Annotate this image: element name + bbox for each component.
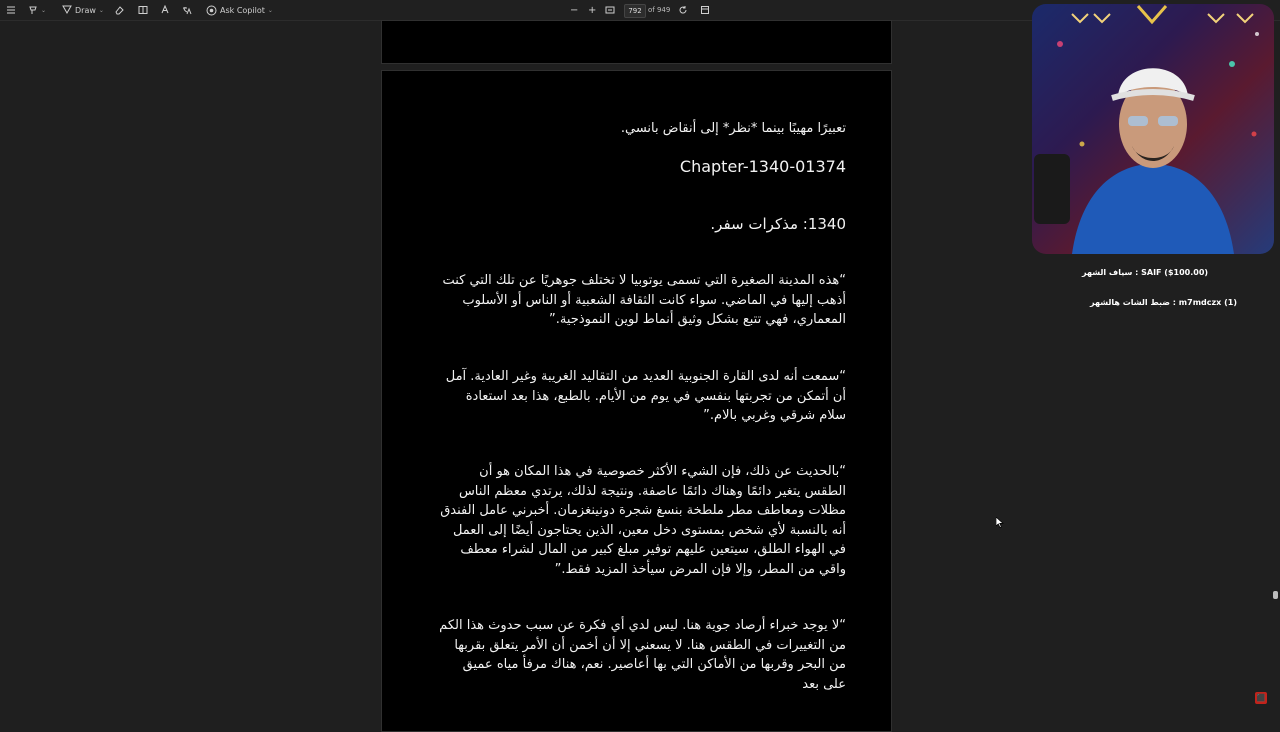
plus-icon: + [588,4,597,16]
chat-moderator-label: ضبط الشات هالشهر : m7mdczx (1) [1090,298,1237,307]
page-number-input[interactable]: 792 [624,4,646,18]
eraser-icon [114,5,124,15]
vertical-scrollbar-thumb[interactable] [1273,591,1278,599]
draw-icon [62,5,72,15]
page-view-icon [700,5,710,15]
fit-page-icon [605,5,615,15]
mouse-cursor-icon [996,513,1004,532]
paragraph-4: “لا يوجد خبراء أرصاد جوية هنا. ليس لدي أي فكرة عن سبب حدوث هذا الكم من التغييرات في الطقس هنا. لا يسعني إلا أن أخمن أن الأمر يتعلق بقربها من البحر وقربها من الأماكن التي بها أعاصير. نعم، هناك مرفأ مياه عميق على بعد [439,618,846,692]
chevron-down-icon: ⌄ [267,6,273,14]
contents-button[interactable] [6,3,16,17]
ask-copilot-label: Ask Copilot [220,5,265,15]
chevron-down-icon: ⌄ [41,6,47,14]
list-icon [6,5,16,15]
stream-overlay [1064,253,1254,313]
paragraph-2: “سمعت أنه لدى القارة الجنوبية العديد من التقاليد الغريبة وغير العادية. آمل أن أتمكن من تجربتها بنفسي في يوم من الأيام. بالطبع، هذا بعد استعادة سلام شرقي وغربي بالام.” [445,369,846,423]
view-button[interactable] [138,3,148,17]
draw-label: Draw [75,5,96,15]
chapter-title: Chapter-1340-01374 [679,157,846,176]
rotate-button[interactable] [678,3,688,17]
highlighter-icon [28,5,38,15]
pdf-page-current [381,70,892,732]
pdf-page-previous [381,20,892,64]
minus-icon: − [570,4,579,16]
translate-icon [182,5,192,15]
top-supporter-label: سياف الشهر : SAIF ($100.00) [1082,268,1209,277]
zoom-in-button[interactable] [588,3,596,17]
zoom-out-button[interactable] [570,3,578,17]
page-view-button[interactable] [700,3,710,17]
rotate-icon [678,5,688,15]
translate-button[interactable] [182,3,192,17]
read-aloud-icon [160,5,170,15]
draw-button[interactable] [62,3,104,17]
paragraph-3: “بالحديث عن ذلك، فإن الشيء الأكثر خصوصية في هذا المكان هو أن الطقس يتغير دائمًا وهناك دائمًا عاصفة. ونتيجة لذلك، يرتدي معظم الناس مظلات ومعاطف مطر ملطخة بنسغ شجرة دونينغزمان. أخبرني عامل الفندق أنه بالنسبة لأي شخص بمستوى دخل معين، الذين يحتاجون أيضًا إلى العمل في الهواء الطلق، سيتعين عليهم توفير مبلغ كبير من المال لشراء معطف واقي من المطر، وإلا فإن المرض سيأخذ المزيد فقط.” [440,464,846,577]
highlight-button[interactable] [28,3,46,17]
intro-line: تعبيرًا مهيبًا بينما *نظر* إلى أنقاض بانسي. [620,121,846,136]
streamer-webcam [1032,4,1274,254]
chevron-down-icon: ⌄ [98,6,104,14]
fit-page-button[interactable] [605,3,615,17]
view-icon [138,5,148,15]
page-total: of 949 [648,6,671,14]
ask-copilot-button[interactable] [206,3,273,17]
copilot-icon [206,5,217,16]
pdf-app-icon: ⬛ [1256,694,1266,702]
paragraph-1: “هذه المدينة الصغيرة التي تسمى يوتوبيا لا تختلف جوهريًا عن تلك التي كنت أذهب إليها في الماضي. سواء كانت الثقافة الشعبية أو الناس أو الأسلوب المعماري، فهي تتبع بشكل وثيق أنماط لوين النموذجية.” [442,273,846,327]
read-aloud-button[interactable] [160,3,170,17]
eraser-button[interactable] [114,3,124,17]
section-heading: 1340: مذكرات سفر. [710,215,846,233]
